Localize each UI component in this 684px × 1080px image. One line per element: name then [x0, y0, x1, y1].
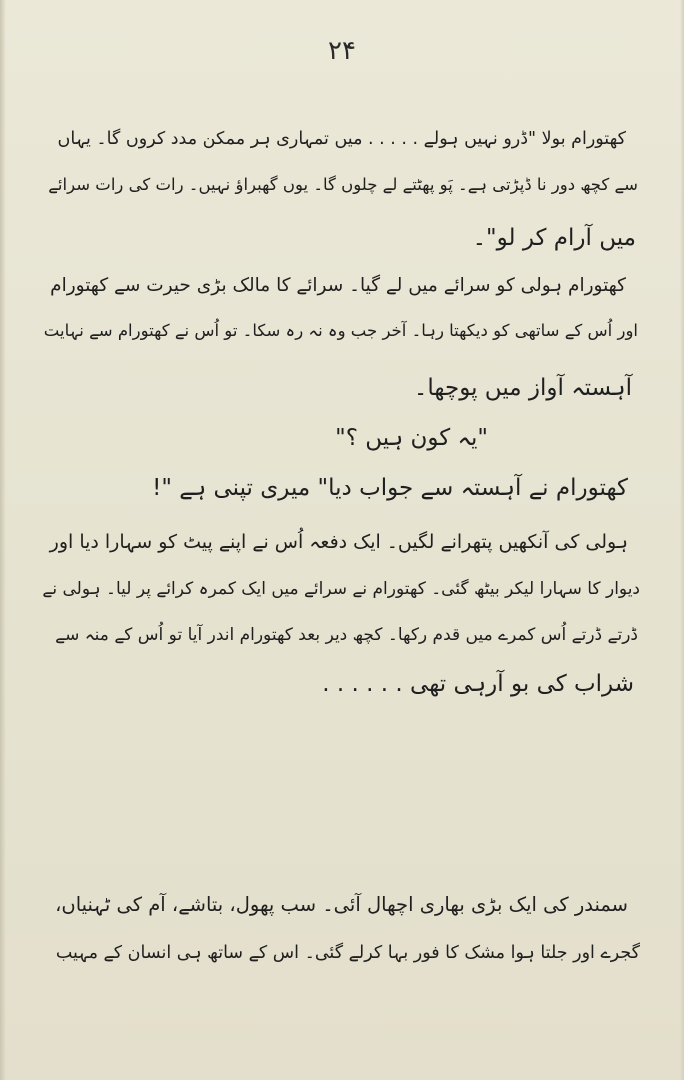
page-number: ۲۴ — [328, 36, 356, 66]
page-edge-shadow — [0, 0, 6, 1080]
text-line: کھتورام بولا "ڈرو نہیں ہولے . . . . . میں تمہاری ہر ممکن مدد کروں گا۔ یہاں — [57, 129, 626, 149]
text-line: دیوار کا سہارا لیکر بیٹھ گئی۔ کھتورام نے سرائے میں ایک کمرہ کرائے پر لیا۔ ہولی نے — [42, 579, 640, 599]
text-line: سے کچھ دور نا ڈپڑتی ہے۔ پَو پھٹتے لے چلوں گا۔ یوں گھبراؤ نہیں۔ رات کی رات سرائے — [48, 175, 638, 194]
text-line: "یہ کون ہیں ؟" — [335, 425, 488, 451]
text-line: سمندر کی ایک بڑی بھاری اچھال آئی۔ سب پھول، بتاشے، آم کی ٹہنیاں، — [55, 893, 628, 916]
text-line: اور اُس کے ساتھی کو دیکھتا رہا۔ آخر جب وہ نہ رہ سکا۔ تو اُس نے کھتورام سے نہایت — [43, 321, 638, 340]
text-line: میں آرام کر لو"۔ — [472, 225, 636, 251]
text-line: آہستہ آواز میں پوچھا۔ — [413, 375, 632, 401]
text-line: ڈرتے ڈرتے اُس کمرے میں قدم رکھا۔ کچھ دیر بعد کھتورام اندر آیا تو اُس کے منہ سے — [55, 625, 638, 645]
text-line: کھتورام نے آہستہ سے جواب دیا" میری تپنی ہے "! — [152, 475, 628, 501]
text-line: گجرے اور جلتا ہوا مشک کا فور بہا کرلے گئی۔ اس کے ساتھ ہی انسان کے مہیب — [55, 943, 640, 963]
text-line: ہولی کی آنکھیں پتھرانے لگیں۔ ایک دفعہ اُس نے اپنے پیٹ کو سہارا دیا اور — [49, 531, 628, 553]
text-line: شراب کی بو آرہی تھی . . . . . . — [322, 671, 634, 697]
page-edge-shadow-right — [680, 0, 684, 1080]
text-line: کھتورام ہولی کو سرائے میں لے گیا۔ سرائے کا مالک بڑی حیرت سے کھتورام — [50, 275, 626, 296]
